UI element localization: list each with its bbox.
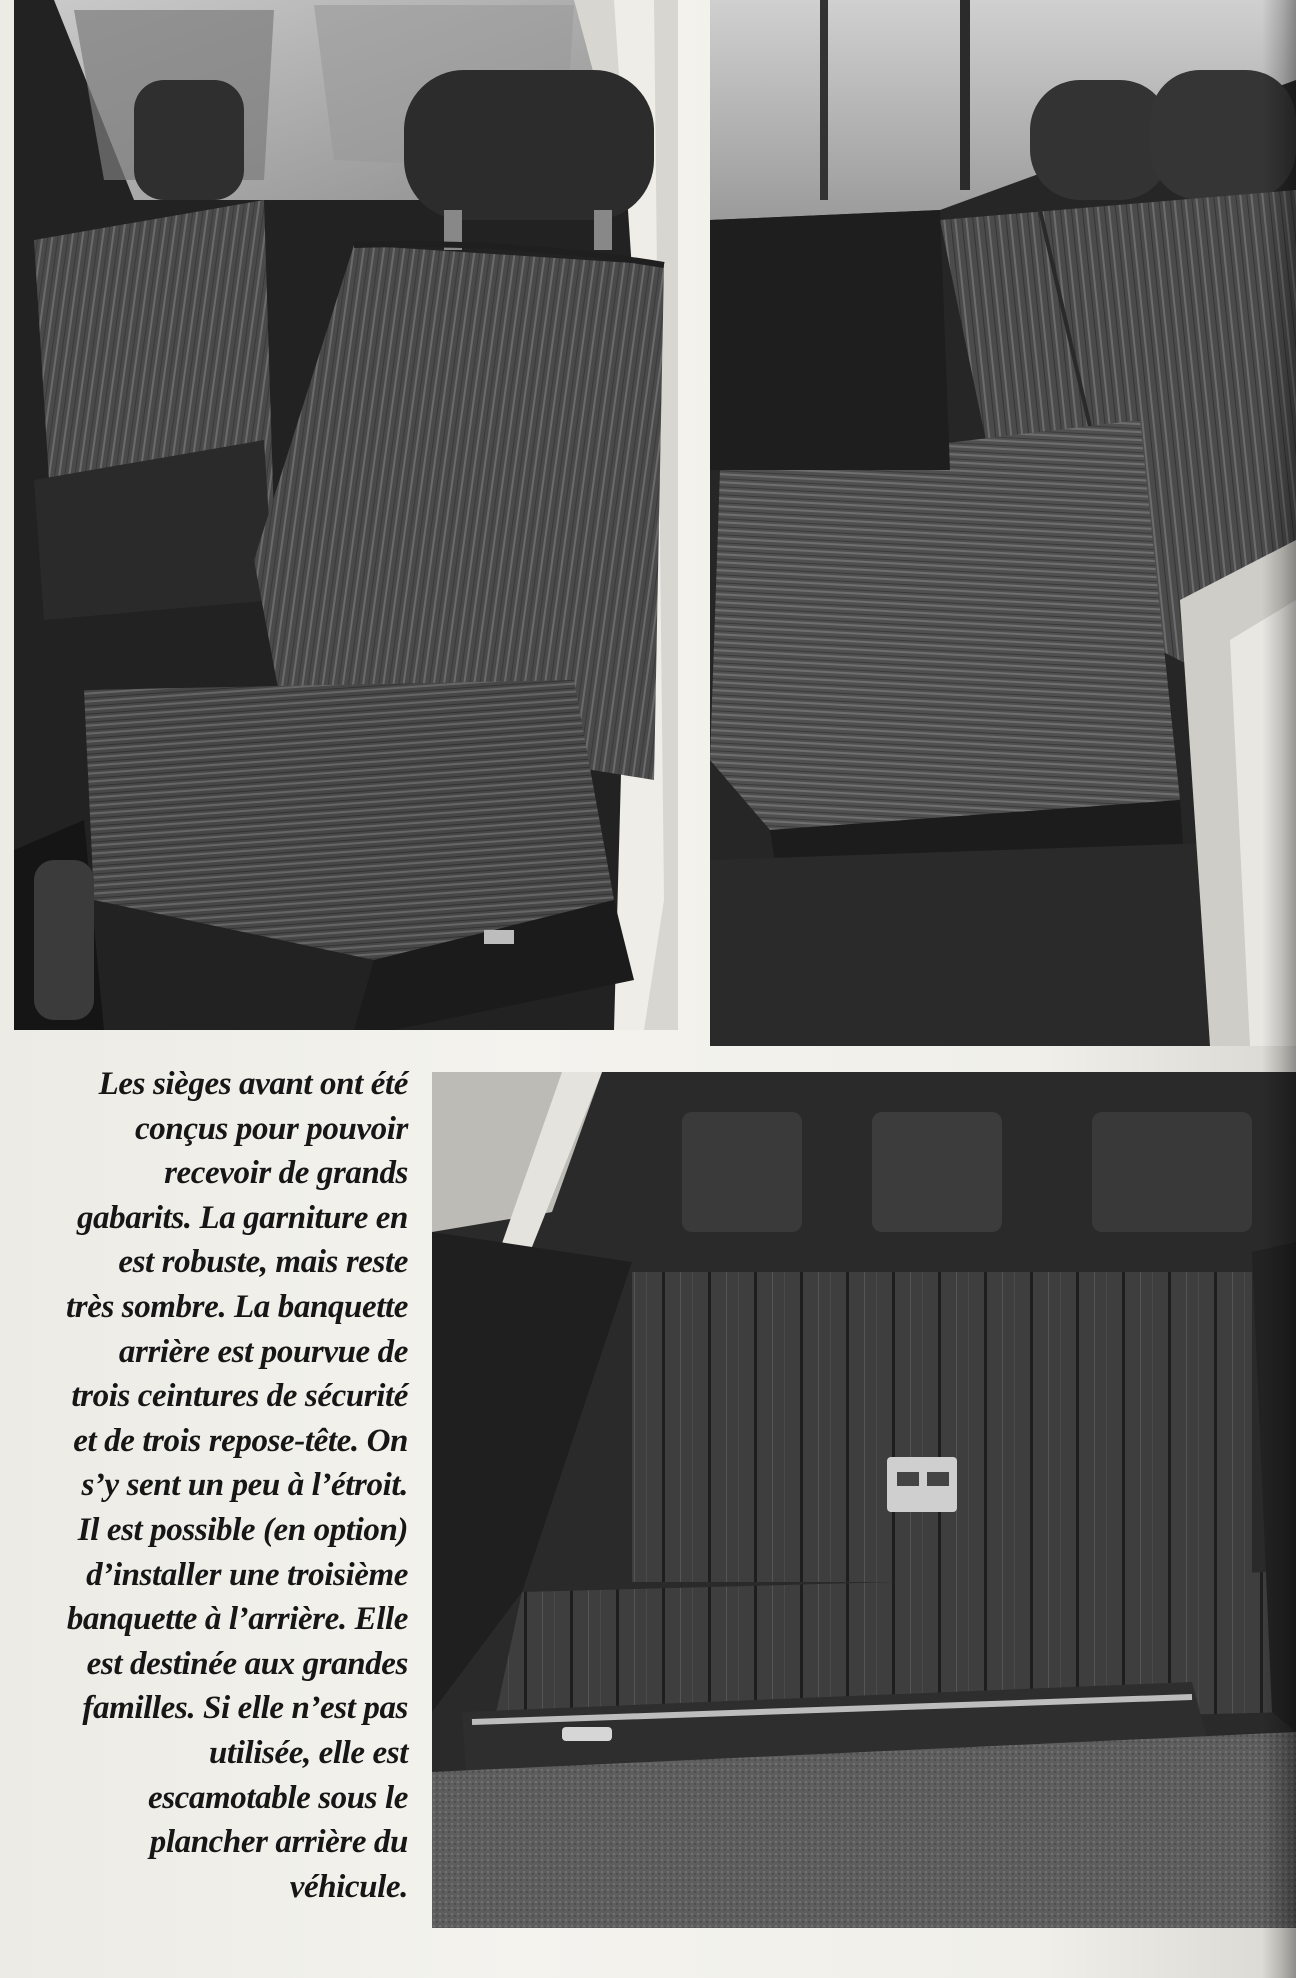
caption-line: familles. Si elle n’est pas <box>82 1690 408 1727</box>
caption-line: Il est possible (en option) <box>77 1511 408 1548</box>
rear-bench-photo <box>710 0 1296 1046</box>
third-row-bench-photo <box>432 1072 1296 1928</box>
caption-line: trois ceintures de sécurité <box>71 1378 408 1415</box>
caption-line: plancher arrière du <box>149 1824 408 1861</box>
caption-line: recevoir de grands <box>164 1155 408 1192</box>
caption-line: est destinée aux grandes <box>86 1645 408 1682</box>
front-seats-photo <box>14 0 678 1030</box>
caption-line: gabarits. La garniture en <box>76 1199 408 1236</box>
caption-line: escamotable sous le <box>147 1779 408 1816</box>
page-spine-shadow <box>1262 0 1296 1978</box>
caption-line: est robuste, mais reste <box>118 1244 408 1281</box>
caption-line: d’installer une troisième <box>86 1556 408 1593</box>
caption-line: utilisée, elle est <box>208 1734 408 1771</box>
caption-line: s’y sent un peu à l’étroit. <box>81 1467 408 1504</box>
caption-line: très sombre. La banquette <box>66 1288 408 1325</box>
caption-line: arrière est pourvue de <box>118 1333 408 1370</box>
photo-caption <box>12 1062 408 1922</box>
caption-line: Les sièges avant ont été <box>98 1066 408 1102</box>
caption-line: véhicule. <box>289 1868 408 1905</box>
caption-line: banquette à l’arrière. Elle <box>66 1601 408 1638</box>
caption-line: conçus pour pouvoir <box>135 1110 408 1147</box>
caption-line: et de trois repose-tête. On <box>73 1422 408 1459</box>
